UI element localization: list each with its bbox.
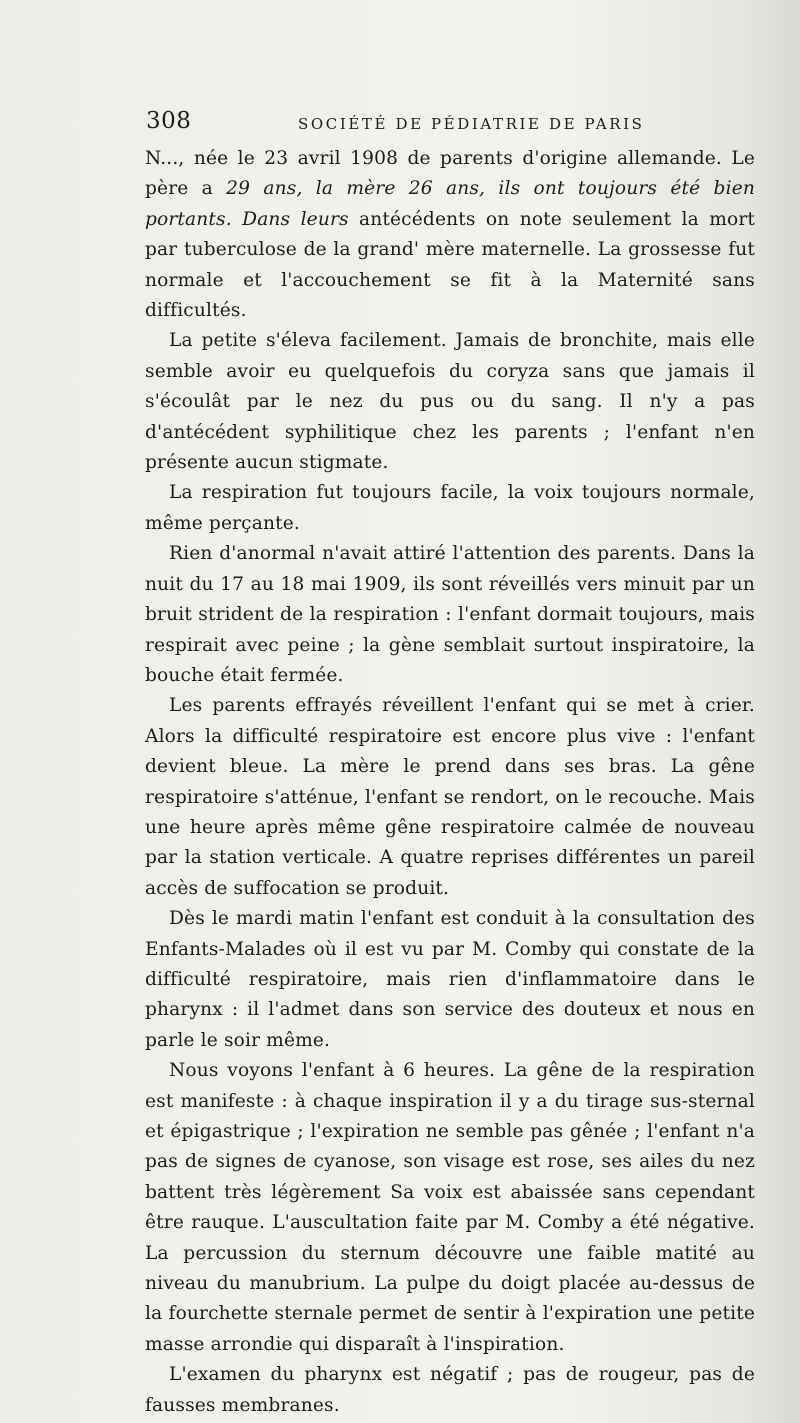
page-number: 308	[146, 108, 192, 134]
paragraph-7: Nous voyons l'enfant à 6 heures. La gêne de la respiration est manifeste : à chaque inspiration il y a du tirage sus-sternal et épigastrique ; l'expiration ne semble pas gênée ; l'enfant n'a pas de signes de cyanose, son visage est rose, ses ailes du nez battent très légèrement Sa voix est abaissée sans cependant être rauque. L'auscultation faite par M. Comby a été négative. La percussion du sternum découvre une faible matité au niveau du manubrium. La pulpe du doigt placée au-dessus de la fourchette sternale permet de sentir à l'expiration une petite masse arrondie qui disparaît à l'inspiration.	[145, 1060, 755, 1355]
paragraph-8: L'examen du pharynx est négatif ; pas de rougeur, pas de fausses membranes.	[145, 1364, 755, 1416]
paragraph-6: Dès le mardi matin l'enfant est conduit à la consultation des Enfants-Malades où il est vu par M. Comby qui constate de la difficulté respiratoire, mais rien d'inflammatoire dans le pharynx : il l'admet dans son service des douteux et nous en parle le soir même.	[145, 908, 755, 1051]
paragraph-3: La respiration fut toujours facile, la voix toujours normale, même perçante.	[145, 482, 755, 534]
paragraph-1-italic: 29 ans, la mère 26 ans, ils ont toujours été bien portants. Dans leurs	[145, 178, 755, 230]
paragraph-4: Rien d'anormal n'avait attiré l'attention des parents. Dans la nuit du 17 au 18 mai 1909, ils sont réveillés vers minuit par un bruit strident de la respiration : l'enfant dormait toujours, mais respirait avec peine ; la gène semblait surtout inspiratoire, la bouche était fermée.	[145, 543, 755, 686]
page-header	[146, 106, 766, 140]
running-title: SOCIÉTÉ DE PÉDIATRIE DE PARIS	[298, 115, 645, 133]
body-text	[145, 144, 755, 1421]
paragraph-1-end: antécédents on note seulement la mort par tuberculose de la grand' mère maternelle. La grossesse fut normale et l'accouchement se fit à la Maternité sans difficultés.	[145, 208, 755, 322]
paragraph-1-start: N..., née le 23 avril 1908 de parents d'origine allemande. Le père a	[145, 148, 755, 200]
paragraph-1	[145, 144, 755, 326]
paragraph-5: Les parents effrayés réveillent l'enfant qui se met à crier. Alors la difficulté respiratoire est encore plus vive : l'enfant devient bleue. La mère le prend dans ses bras. La gêne respiratoire s'atténue, l'enfant se rendort, on le recouche. Mais une heure après même gêne respiratoire calmée de nouveau par la station verticale. A quatre reprises différentes un pareil accès de suffocation se produit.	[145, 695, 755, 899]
paragraph-2: La petite s'éleva facilement. Jamais de bronchite, mais elle semble avoir eu quelquefois du coryza sans que jamais il s'écoulât par le nez du pus ou du sang. Il n'y a pas d'antécédent syphilitique chez les parents ; l'enfant n'en présente aucun stigmate.	[145, 330, 755, 474]
